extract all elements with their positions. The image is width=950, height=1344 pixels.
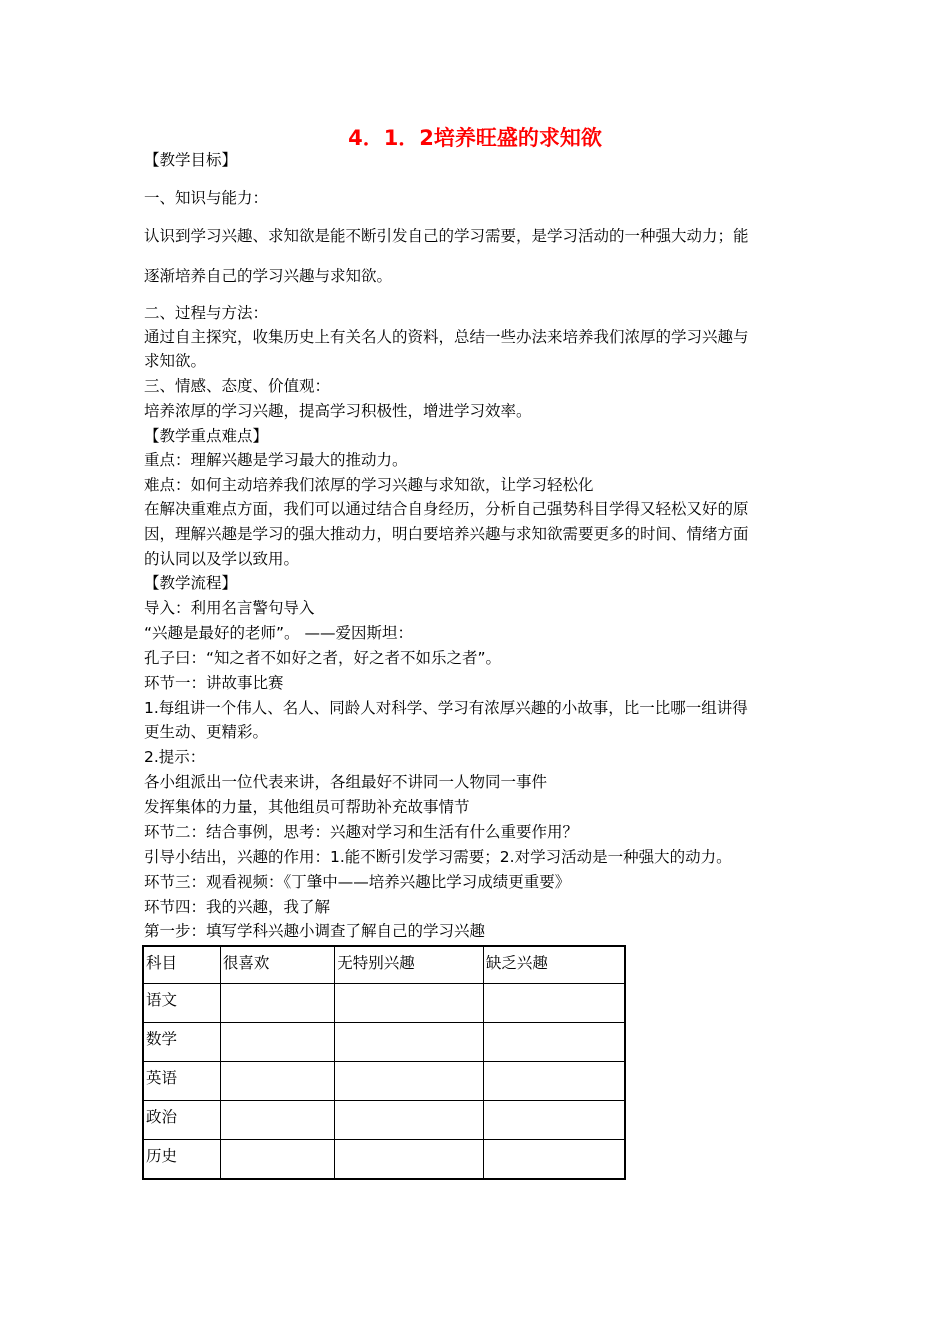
subject-cell: 政治 [143, 1101, 220, 1140]
paragraph-line: 1.每组讲一个伟人、名人、同龄人对科学、学习有浓厚兴趣的小故事，比一比哪一组讲得 [144, 699, 748, 717]
table-header-cell: 缺乏兴趣 [483, 946, 625, 984]
table-cell [483, 984, 625, 1023]
paragraph-line: 第一步：填写学科兴趣小调查了解自己的学习兴趣 [144, 922, 486, 940]
paragraph-line: 环节三：观看视频：《丁肇中——培养兴趣比学习成绩更重要》 [144, 873, 571, 891]
section-heading-objectives: 【教学目标】 [144, 151, 238, 169]
table-row [143, 1101, 625, 1140]
table-row [143, 1062, 625, 1101]
subheading-process: 二、过程与方法： [144, 304, 269, 322]
subheading-knowledge: 一、知识与能力： [144, 189, 269, 207]
table-cell [483, 1140, 625, 1180]
paragraph-line: 求知欲。 [144, 352, 207, 370]
table-row [143, 1023, 625, 1062]
table-cell [483, 1101, 625, 1140]
subject-cell: 语文 [143, 984, 220, 1023]
subject-cell: 数学 [143, 1023, 220, 1062]
paragraph-line: 在解决重难点方面，我们可以通过结合自身经历，分析自己强势科目学得又轻松又好的原 [144, 500, 749, 518]
subject-cell: 英语 [143, 1062, 220, 1101]
table-header-cell: 很喜欢 [220, 946, 334, 984]
paragraph-line: 认识到学习兴趣、求知欲是能不断引发自己的学习需要，是学习活动的一种强大动力；能 [144, 227, 749, 245]
table-row [143, 984, 625, 1023]
paragraph-line: 引导小结出，兴趣的作用：1.能不断引发学习需要；2.对学习活动是一种强大的动力。 [144, 848, 732, 866]
table-cell [220, 1023, 334, 1062]
quote-line: “兴趣是最好的老师”。 ——爱因斯坦： [144, 624, 413, 642]
paragraph-line: 导入：利用名言警句导入 [144, 599, 315, 617]
paragraph-line: 各小组派出一位代表来讲，各组最好不讲同一人物同一事件 [144, 773, 548, 791]
section-heading-process-flow: 【教学流程】 [144, 574, 238, 592]
table-cell [335, 1062, 484, 1101]
table-cell [220, 1140, 334, 1180]
table-row [143, 1140, 625, 1180]
table-cell [220, 1062, 334, 1101]
table-cell [335, 1140, 484, 1180]
subheading-attitude: 三、情感、态度、价值观： [144, 377, 331, 395]
table-cell [220, 1101, 334, 1140]
table-header-row [143, 946, 625, 984]
table-cell [335, 1101, 484, 1140]
subject-cell: 历史 [143, 1140, 220, 1180]
paragraph-line: 因，理解兴趣是学习的强大推动力，明白要培养兴趣与求知欲需要更多的时间、情绪方面 [144, 525, 749, 543]
paragraph-line: 发挥集体的力量，其他组员可帮助补充故事情节 [144, 798, 470, 816]
table-cell [483, 1062, 625, 1101]
table-cell [220, 984, 334, 1023]
paragraph-line: 逐渐培养自己的学习兴趣与求知欲。 [144, 267, 393, 285]
table-cell [335, 1023, 484, 1062]
paragraph-line: 通过自主探究，收集历史上有关名人的资料，总结一些办法来培养我们浓厚的学习兴趣与 [144, 328, 749, 346]
paragraph-line: 重点：理解兴趣是学习最大的推动力。 [144, 451, 408, 469]
table-header-cell: 无特别兴趣 [335, 946, 484, 984]
document-title: 4．1．2培养旺盛的求知欲 [348, 126, 602, 150]
table-header-cell: 科目 [143, 946, 220, 984]
paragraph-line: 的认同以及学以致用。 [144, 550, 300, 568]
paragraph-line: 难点：如何主动培养我们浓厚的学习兴趣与求知欲，让学习轻松化 [144, 476, 594, 494]
paragraph-line: 环节四：我的兴趣，我了解 [144, 898, 331, 916]
paragraph-line: 培养浓厚的学习兴趣，提高学习积极性，增进学习效率。 [144, 402, 532, 420]
table-cell [483, 1023, 625, 1062]
paragraph-line: 环节一：讲故事比赛 [144, 674, 284, 692]
interest-survey-table [142, 945, 626, 1180]
paragraph-line: 2.提示： [144, 748, 206, 766]
paragraph-line: 更生动、更精彩。 [144, 723, 269, 741]
quote-line: 孔子曰：“知之者不如好之者，好之者不如乐之者”。 [144, 649, 502, 667]
table-cell [335, 984, 484, 1023]
paragraph-line: 环节二：结合事例，思考：兴趣对学习和生活有什么重要作用？ [144, 823, 579, 841]
section-heading-key-points: 【教学重点难点】 [144, 427, 269, 445]
